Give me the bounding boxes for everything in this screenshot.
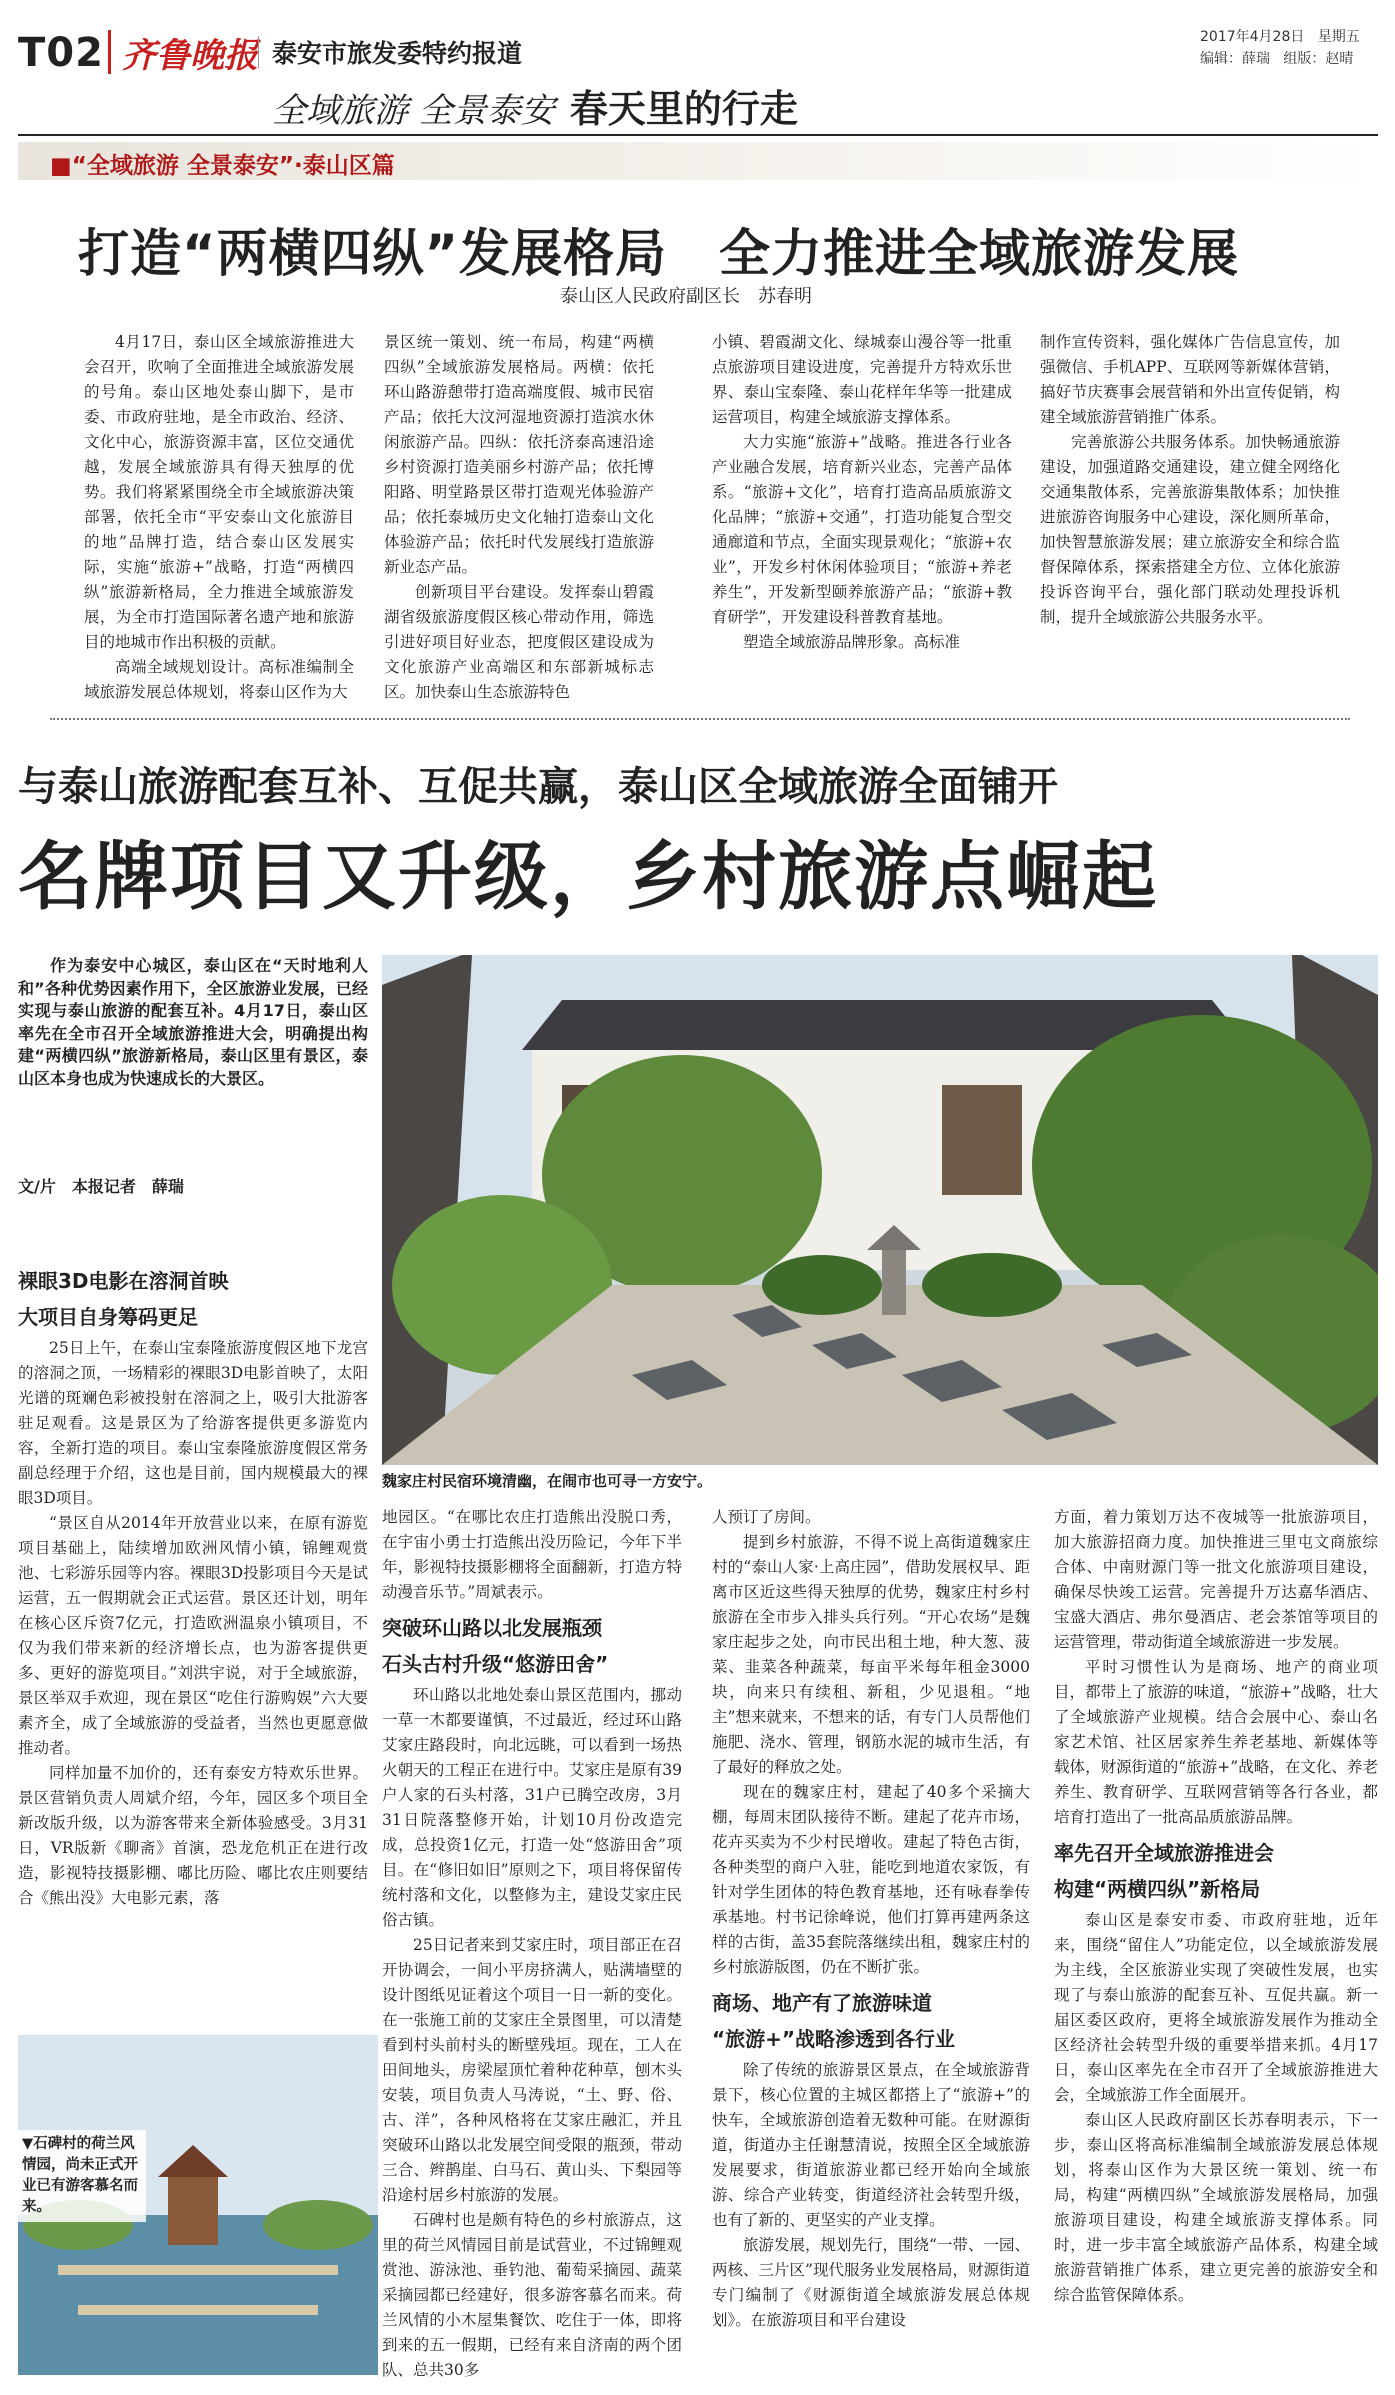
- subhead-huanshan-1: 突破环山路以北发展瓶颈: [382, 1616, 602, 1640]
- slogan-text: 全域旅游 全景泰安: [272, 91, 555, 131]
- article2-col2-p1: 地园区。“在哪比农庄打造熊出没脱口秀，在宇宙小勇士打造熊出没历险记，今年下半年，影视特技摄影棚将全面翻新，打造方特动漫音乐节。”周斌表示。: [382, 1508, 682, 1601]
- article1-col4-p1: 制作宣传资料，强化媒体广告信息宣传，加强微信、手机APP、互联网等新媒体营销，搞好节庆赛事会展营销和外出宣传促销，构建全域旅游营销推广体系。: [1040, 333, 1340, 426]
- subhead-tuijin-2: 构建“两横四纵”新格局: [1054, 1877, 1261, 1901]
- article2-col1-p1: 25日上午，在泰山宝泰隆旅游度假区地下龙宫的溶洞之顶，一场精彩的裸眼3D电影首映了，太阳光谱的斑斓色彩被投射在溶洞之上，吸引大批游客驻足观看。这是景区为了给游客提供更多游览内容，全新打造的项目。泰山宝泰隆旅游度假区常务副总经理于介绍，这也是目前，国内规模最大的裸眼3D项目。: [18, 1339, 368, 1507]
- issue-date: [1200, 26, 1360, 46]
- column-tag: 泰安市旅发委特约报道: [272, 39, 523, 68]
- article2-col2-p4: 石碑村也是颇有特色的乡村旅游点，这里的荷兰风情园目前是试营业，不过锦鲤观赏池、游泳池、垂钓池、葡萄采摘园、蔬菜采摘园都已经建好，很多游客慕名而来。荷兰风情的小木屋集餐饮、吃住于一体，即将到来的五一假期，已经有来自济南的两个团队、总共30多: [382, 2211, 682, 2379]
- article2-col4: [1054, 1505, 1378, 2385]
- subhead-tuijin-1: 率先召开全域旅游推进会: [1054, 1841, 1274, 1865]
- weekday-text: 星期五: [1317, 29, 1360, 45]
- paper-logo: 齐鲁晚报: [122, 36, 258, 76]
- editor-credit: [1200, 48, 1353, 68]
- masthead-divider: [108, 30, 111, 74]
- page-code: T02: [18, 30, 104, 76]
- article2-lead: [18, 955, 368, 1145]
- article1-title: 打造“两横四纵”发展格局 全力推进全域旅游发展: [78, 225, 1240, 284]
- article2-col4-p4: 泰山区人民政府副区长苏春明表示，下一步，泰山区将高标准编制全域旅游发展总体规划，将泰山区作为大景区统一策划、统一布局，构建“两横四纵”全域旅游发展格局，加强旅游项目建设，构建全域旅游支撑体系。同时，进一步丰富全域旅游产品体系，构建全域旅游营销推广体系，建立更完善的旅游安全和综合监管保障体系。: [1054, 2111, 1378, 2304]
- article-separator: [50, 718, 1350, 720]
- subhead-shangchang-1: 商场、地产有了旅游味道: [712, 1991, 932, 2015]
- photo-caption: 魏家庄村民宿环境清幽，在闹市也可寻一方安宁。: [382, 1472, 713, 1490]
- article1-col4-p2: 完善旅游公共服务体系。加快畅通旅游建设，加强道路交通建设，建立健全网络化交通集散体系，完善旅游集散体系；加快推进旅游咨询服务中心建设，深化厕所革命，加快智慧旅游发展；建立旅游安全和综合监督保障体系，探索搭建全方位、立体化旅游投诉咨询平台，强化部门联动处理投诉机制，提升全域旅游公共服务水平。: [1040, 433, 1340, 626]
- article2-col3-p5: 旅游发展，规划先行，围绕“一带、一园、两核、三片区”现代服务业发展格局，财源街道专门编制了《财源街道全域旅游发展总体规划》。在旅游项目和平台建设: [712, 2236, 1030, 2329]
- section-bar-text: ■“全域旅游 全景泰安”·泰山区篇: [50, 153, 395, 179]
- article2-col3-p1: 人预订了房间。: [712, 1508, 821, 1526]
- article2-col3: [712, 1505, 1030, 2385]
- article1-col3-p3: 塑造全域旅游品牌形象。高标准: [743, 633, 961, 651]
- header-rule: [18, 134, 1378, 136]
- inset-caption: ▼石碑村的荷兰风情园，尚未正式开业已有游客慕名而来。: [18, 2130, 146, 2222]
- article1-col3-p2: 大力实施“旅游+”战略。推进各行业各产业融合发展，培育新兴业态，完善产品体系。“旅游+文化”，培育打造高品质旅游文化品牌；“旅游+交通”，打造功能复合型交通廊道和节点，全面实现景观化；“旅游+农业”，开发乡村休闲体验项目；“旅游+养老养生”，开发新型颐养旅游产品；“旅游+教育研学”，开发建设科普教育基地。: [712, 433, 1012, 626]
- article1-col4: [1040, 330, 1340, 700]
- article2-col2: [382, 1505, 682, 2385]
- article2-col3-p2: 提到乡村旅游，不得不说上高街道魏家庄村的“泰山人家·上高庄园”，借助发展权早、距离市区近这些得天独厚的优势，魏家庄村乡村旅游在全市步入排头兵行列。“开心农场”是魏家庄起步之处，向市民出租土地，种大葱、菠菜、韭菜各种蔬菜，每亩平米每年租金3000块，向来只有续租、新租，少见退租。“地主”想来就来，不想来的话，有专门人员帮他们施肥、浇水、管理，钢筋水泥的城市生活，有了最好的释放之处。: [712, 1533, 1030, 1776]
- subhead-shangchang-2: “旅游+”战略渗透到各行业: [712, 2027, 956, 2051]
- subhead-3d-2: 大项目自身筹码更足: [18, 1305, 198, 1329]
- article1-col1-p2: 高端全域规划设计。高标准编制全域旅游发展总体规划，将泰山区作为大: [84, 658, 354, 700]
- masthead-divider-2: [258, 36, 259, 68]
- slogan-bold: 春天里的行走: [569, 87, 798, 131]
- article1-col2: [384, 330, 654, 700]
- article2-col1: [18, 1258, 368, 2028]
- minsu-photo: [382, 955, 1378, 1465]
- article2-col4-p1: 方面，着力策划万达不夜城等一批旅游项目，加大旅游招商力度。加快推进三里屯文商旅综合体、中南财源门等一批文化旅游项目建设，确保尽快竣工运营。完善提升万达嘉华酒店、宝盛大酒店、弗尔曼酒店、老会茶馆等项目的运营管理，带动街道全域旅游进一步发展。: [1054, 1508, 1378, 1651]
- article2-col2-p3: 25日记者来到艾家庄时，项目部正在召开协调会，一间小平房挤满人，贴满墙壁的设计图纸见证着这个项目一日一新的变化。在一张施工前的艾家庄全景图里，可以清楚看到村头前村头的断壁残垣。现在，工人在田间地头，房梁屋顶忙着种花种草，刨木头安装，项目负责人马涛说，“土、野、俗、古、洋”，各种风格将在艾家庄融汇，并且突破环山路以北发展空间受限的瓶颈，带动三合、辫鹊崖、白马石、黄山头、下梨园等沿途村居乡村旅游的发展。: [382, 1936, 682, 2204]
- article2-lead-text: 作为泰安中心城区，泰山区在“天时地利人和”各种优势因素作用下，全区旅游业发展，已经实现与泰山旅游的配套互补。4月17日，泰山区率先在全市召开全域旅游推进大会，明确提出构建“两横四纵”旅游新格局，泰山区里有景区，泰山区本身也成为快速成长的大景区。: [18, 956, 368, 1088]
- article1-col2-p1: 景区统一策划、统一布局，构建“两横四纵”全域旅游发展格局。两横：依托环山路游憩带打造高端度假、城市民宿产品；依托大汶河湿地资源打造滨水休闲旅游产品。四纵：依托济泰高速沿途乡村资源打造美丽乡村游产品；依托博阳路、明堂路景区带打造观光体验游产品；依托泰城历史文化轴打造泰山文化体验游产品；依托时代发展线打造旅游新业态产品。: [384, 333, 654, 576]
- article1-col1-p1: 4月17日，泰山区全域旅游推进大会召开，吹响了全面推进全域旅游发展的号角。泰山区地处泰山脚下，是市委、市政府驻地，是全市政治、经济、文化中心，旅游资源丰富，区位交通优越，发展全域旅游具有得天独厚的优势。我们将紧紧围绕全市全域旅游决策部署，依托全市“平安泰山文化旅游目的地”品牌打造，结合泰山区发展实际，实施“旅游+”战略，打造“两横四纵”旅游新格局，全力推进全域旅游发展，为全市打造国际著名遗产地和旅游目的地城市作出积极的贡献。: [84, 333, 354, 651]
- article2-col1-p2: “景区自从2014年开放营业以来，在原有游览项目基础上，陆续增加欧洲风情小镇，锦鲤观赏池、七彩游乐园等内容。裸眼3D投影项目今天是试运营，五一假期就会正式运营。景区还计划，明年在核心区斥资7亿元，打造欧洲温泉小镇项目，不仅为我们带来新的经济增长点，也为游客提供更多、更好的游览项目。”刘洪宇说，对于全域旅游，景区举双手欢迎，现在景区“吃住行游购娱”六大要素齐全，成了全域旅游的受益者，当然也更愿意做推动者。: [18, 1514, 368, 1757]
- article1-col3: [712, 330, 1012, 700]
- article2-col4-p3: 泰山区是泰安市委、市政府驻地，近年来，围绕“留住人”功能定位，以全域旅游发展为主线，全区旅游业实现了突破性发展，也实现了与泰山旅游的配套互补、互促共赢。新一届区委区政府，更将全域旅游发展作为推动全区经济社会转型升级的重要举措来抓。4月17日，泰山区率先在全市召开了全域旅游推进大会，全域旅游工作全面展开。: [1054, 1911, 1378, 2104]
- subhead-huanshan-2: 石头古村升级“悠游田舍”: [382, 1652, 609, 1676]
- article1-col3-p1: 小镇、碧霞湖文化、绿城泰山漫谷等一批重点旅游项目建设进度，完善提升方特欢乐世界、泰山宝泰隆、泰山花样年华等一批建成运营项目，构建全域旅游支撑体系。: [712, 333, 1012, 426]
- article1-col1: [84, 330, 354, 700]
- slogan-banner: [272, 78, 798, 133]
- article1-col2-p2: 创新项目平台建设。发挥泰山碧霞湖省级旅游度假区核心带动作用，筛选引进好项目好业态，把度假区建设成为文化旅游产业高端区和东部新城标志区。加快泰山生态旅游特色: [384, 583, 654, 700]
- article2-byline: 文/片 本报记者 薛瑞: [18, 1177, 184, 1196]
- article2-col3-p3: 现在的魏家庄村，建起了40多个采摘大棚，每周末团队接待不断。建起了花卉市场，花卉买卖为不少村民增收。建起了特色古街，各种类型的商户入驻，能吃到地道农家饭，有针对学生团体的特色教育基地，还有咏春拳传承基地。村书记徐峰说，他们打算再建两条这样的古街，盖35套院落继续出租，魏家庄村的乡村旅游版图，仍在不断扩张。: [712, 1783, 1030, 1976]
- subhead-3d-1: 裸眼3D电影在溶洞首映: [18, 1269, 229, 1293]
- article2-col2-p2: 环山路以北地处泰山景区范围内，挪动一草一木都要谨慎，不过最近，经过环山路艾家庄路段时，向北远眺，可以看到一场热火朝天的工程正在进行中。艾家庄是原有39户人家的石头村落，31户已腾空改房，3月31日院落整修开始，计划10月份改造完成，总投资1亿元，打造一处“悠游田舍”项目。在“修旧如旧”原则之下，项目将保留传统村落和文化，以整修为主，建设艾家庄民俗古镇。: [382, 1686, 682, 1929]
- article2-col3-p4: 除了传统的旅游景区景点，在全域旅游背景下，核心位置的主城区都搭上了“旅游+”的快车，全域旅游创造着无数种可能。在财源街道，街道办主任谢慧清说，按照全区全域旅游发展要求，街道旅游业都已经开始向全域旅游、综合产业转变，街道经济社会转型升级，也有了新的、更坚实的产业支撑。: [712, 2061, 1030, 2229]
- article2-col4-p2: 平时习惯性认为是商场、地产的商业项目，都带上了旅游的味道，“旅游+”战略，壮大了全域旅游产业规模。结合会展中心、泰山名家艺术馆、社区居家养生养老基地、新媒体等载体，财源街道的“旅游+”战略，在文化、养老养生、教育研学、互联网营销等各行各业，都培育打造出了一批高品质旅游品牌。: [1054, 1658, 1378, 1826]
- article1-byline: 泰山区人民政府副区长 苏春明: [560, 286, 812, 307]
- minsu-photo-illustration: [382, 955, 1378, 1465]
- editor-text: 编辑：薛瑞: [1200, 51, 1270, 67]
- article2-title: 名牌项目又升级，乡村旅游点崛起: [18, 834, 1158, 920]
- date-text: 2017年4月28日: [1200, 29, 1305, 45]
- article2-kicker: 与泰山旅游配套互补、互促共赢，泰山区全域旅游全面铺开: [18, 764, 1058, 810]
- article2-col1-p3: 同样加量不加价的，还有泰安方特欢乐世界。景区营销负责人周斌介绍，今年，园区多个项目全新改版升级，以为游客带来全新体验感受。3月31日，VR版新《聊斋》首演，恐龙危机正在进行改造，影视特技摄影棚、嘟比历险、嘟比农庄则要结合《熊出没》大电影元素，落: [18, 1764, 368, 1907]
- layout-editor-text: 组版：赵晴: [1283, 51, 1354, 67]
